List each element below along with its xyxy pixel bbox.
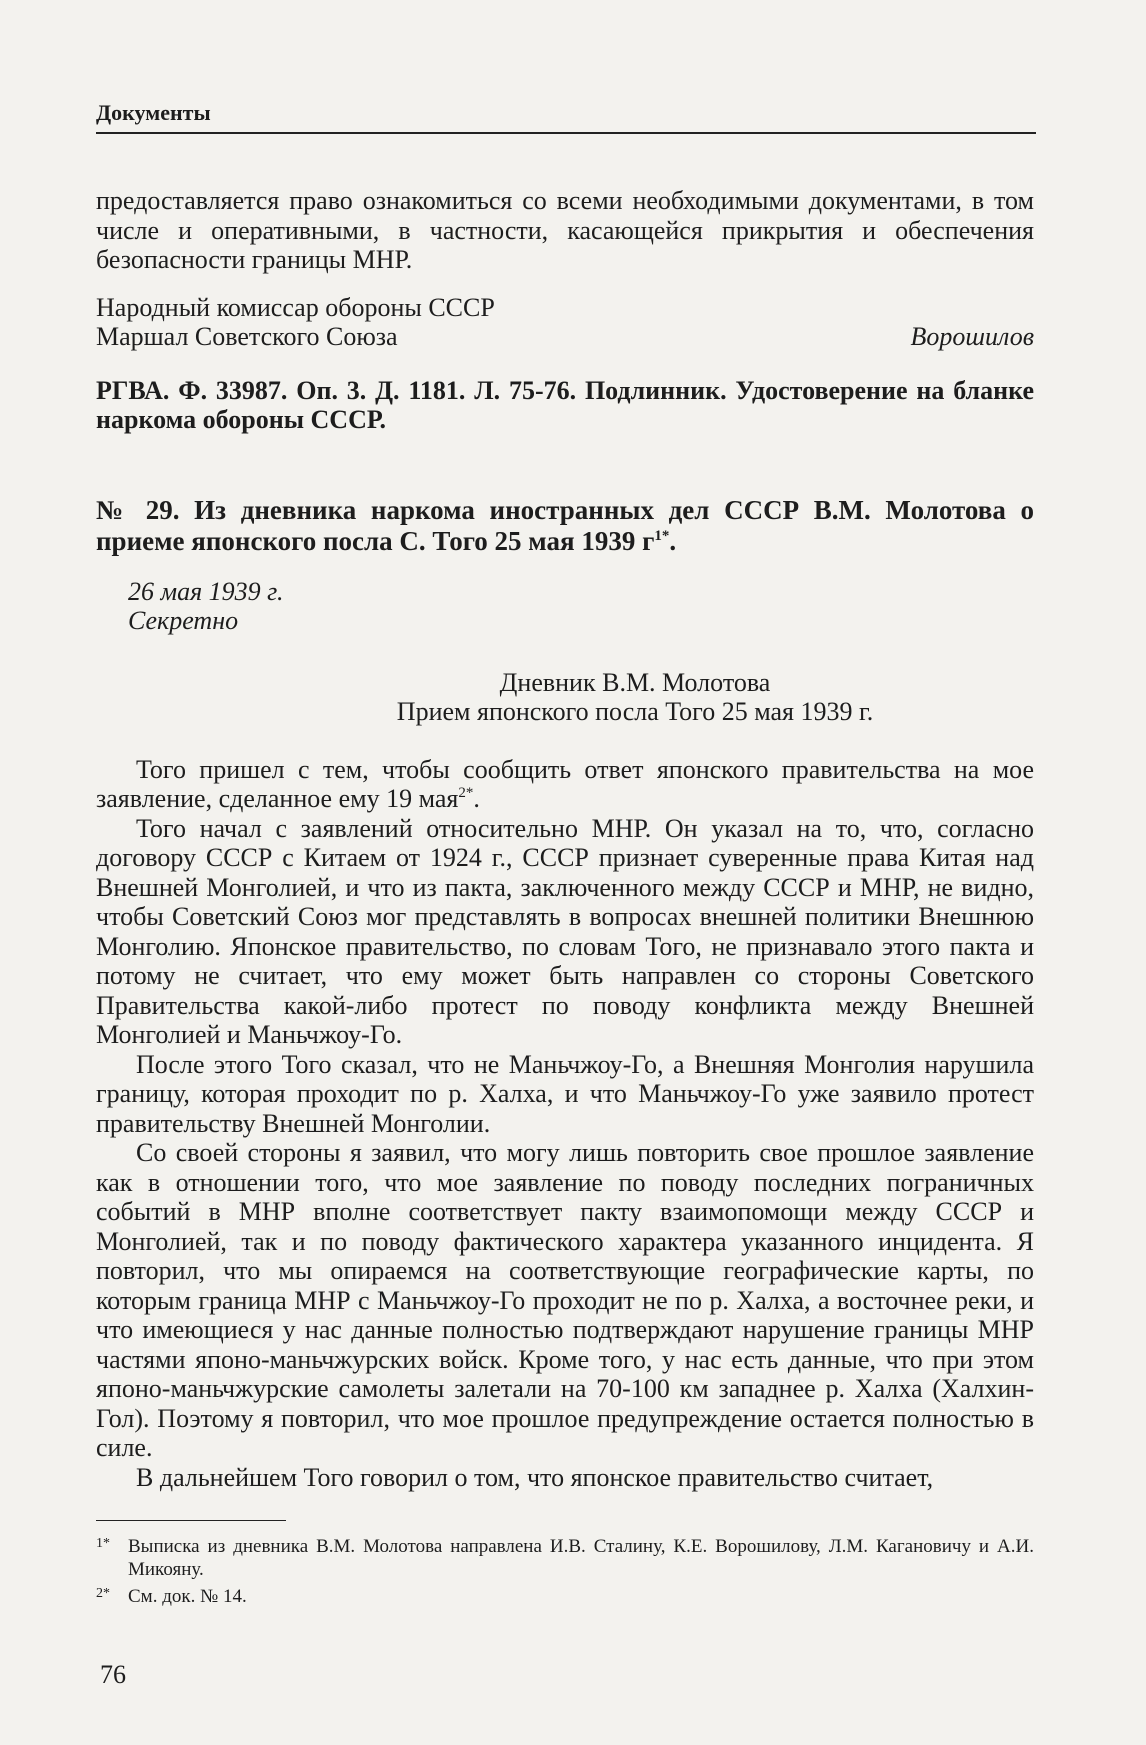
paragraph-1 xyxy=(96,755,1034,814)
archive-reference: РГВА. Ф. 33987. Оп. 3. Д. 1181. Л. 75-76. Подлинник. Удостоверение на бланке наркома обороны СССР. xyxy=(96,375,1034,434)
page-number: 76 xyxy=(100,1660,126,1689)
diary-title-line1: Дневник В.М. Молотова xyxy=(499,667,771,697)
footnote-mark: 1* xyxy=(96,1536,110,1551)
intro-paragraph: предоставляется право ознакомиться со всеми необходимыми документами, в том числе и оперативными, в частности, касающейся прикрытия и обеспечения безопасности границы МНР. xyxy=(96,186,1034,274)
diary-title-line2: Прием японского посла Того 25 мая 1939 г. xyxy=(396,697,874,726)
signature-line xyxy=(96,322,1034,352)
signature-name: Ворошилов xyxy=(910,322,1034,351)
paragraph-1-text: Того пришел с тем, чтобы сообщить ответ японского правительства на мое заявление, сделанное ему 19 мая xyxy=(96,754,1034,813)
paragraph-1-end: . xyxy=(473,784,480,813)
document-classification: Секретно xyxy=(128,606,239,635)
running-head: Документы xyxy=(96,100,211,125)
footnote-mark: 2* xyxy=(96,1586,110,1601)
document-date: 26 мая 1939 г. xyxy=(128,576,284,606)
footnote-text: Выписка из дневника В.М. Молотова направлена И.В. Сталину, К.Е. Ворошилову, Л.М. Кагановичу и А.И. Микояну. xyxy=(128,1536,1034,1580)
body-text xyxy=(96,186,1034,1492)
document-title: № 29. Из дневника наркома иностранных дел СССР В.М. Молотова о приеме японского посла С. Того 25 мая 1939 $г^{1*}$. xyxy=(96,494,1034,556)
paragraph-3: После этого Того сказал, что не Маньчжоу-Го, а Внешняя Монголия нарушила границу, которая проходит по р. Халха, и что Маньчжоу-Го уже заявило протест правительству Внешней Монголии. xyxy=(96,1049,1034,1138)
footnote xyxy=(96,1535,1034,1581)
paragraph-4: Со своей стороны я заявил, что могу лишь повторить свое прошлое заявление как в отношении того, что мое заявление по поводу последних пограничных событий в МНР вполне соответствует пакту взаимопомощи между СССР и Монголией, так и по поводу фактического характера указанного инцидента. Я повторил, что мы опираемся на соответствующие географические карты, по которым граница МНР с Маньчжоу-Го проходит не по р. Халха, а восточнее реки, и что имеющиеся у нас данные полностью подтверждают нарушение границы МНР частями японо-маньчжурских войск. Кроме того, у нас есть данные, что при этом японо-маньчжурские самолеты залетали на 70-100 км западнее р. Халха (Халхин-Гол). Поэтому я повторил, что мое прошлое предупреждение остается полностью в силе. xyxy=(96,1138,1034,1462)
document-meta xyxy=(128,577,1034,636)
paragraph-2: Того начал с заявлений относительно МНР. Он указал на то, что, согласно договору СССР с Китаем от 1924 г., СССР признает суверенные права Китая над Внешней Монголией, и что из пакта, заключенного между СССР и МНР, не видно, чтобы Советский Союз мог представлять в вопросах внешней политики Внешнюю Монголию. Японское правительство, по словам Того, не признавало этого пакта и потому не считает, что ему может быть направлен со стороны Советского Правительства какой-либо протест по поводу конфликта между Внешней Монголией и Маньчжоу-Го. xyxy=(96,813,1034,1049)
signature-position-line2: Маршал Советского Союза xyxy=(96,322,398,351)
footnote xyxy=(96,1585,1034,1608)
footnotes xyxy=(96,1535,1034,1612)
footnote-rule xyxy=(96,1520,286,1521)
document-title-note-mark: 1* xyxy=(654,527,670,544)
paragraph-1-note-mark: 2* xyxy=(458,785,474,801)
footnote-text: См. док. № 14. xyxy=(128,1586,247,1607)
document-title-text: № 29. Из дневника наркома иностранных дел СССР В.М. Молотова о приеме японского посла С. Того 25 мая 1939 г xyxy=(96,494,1034,556)
signature-block xyxy=(96,293,1034,352)
paragraph-5: В дальнейшем Того говорил о том, что японское правительство считает, xyxy=(136,1462,934,1492)
diary-heading xyxy=(236,668,1034,727)
signature-position-line1: Народный комиссар обороны СССР xyxy=(96,292,495,322)
running-head-rule xyxy=(96,132,1036,134)
